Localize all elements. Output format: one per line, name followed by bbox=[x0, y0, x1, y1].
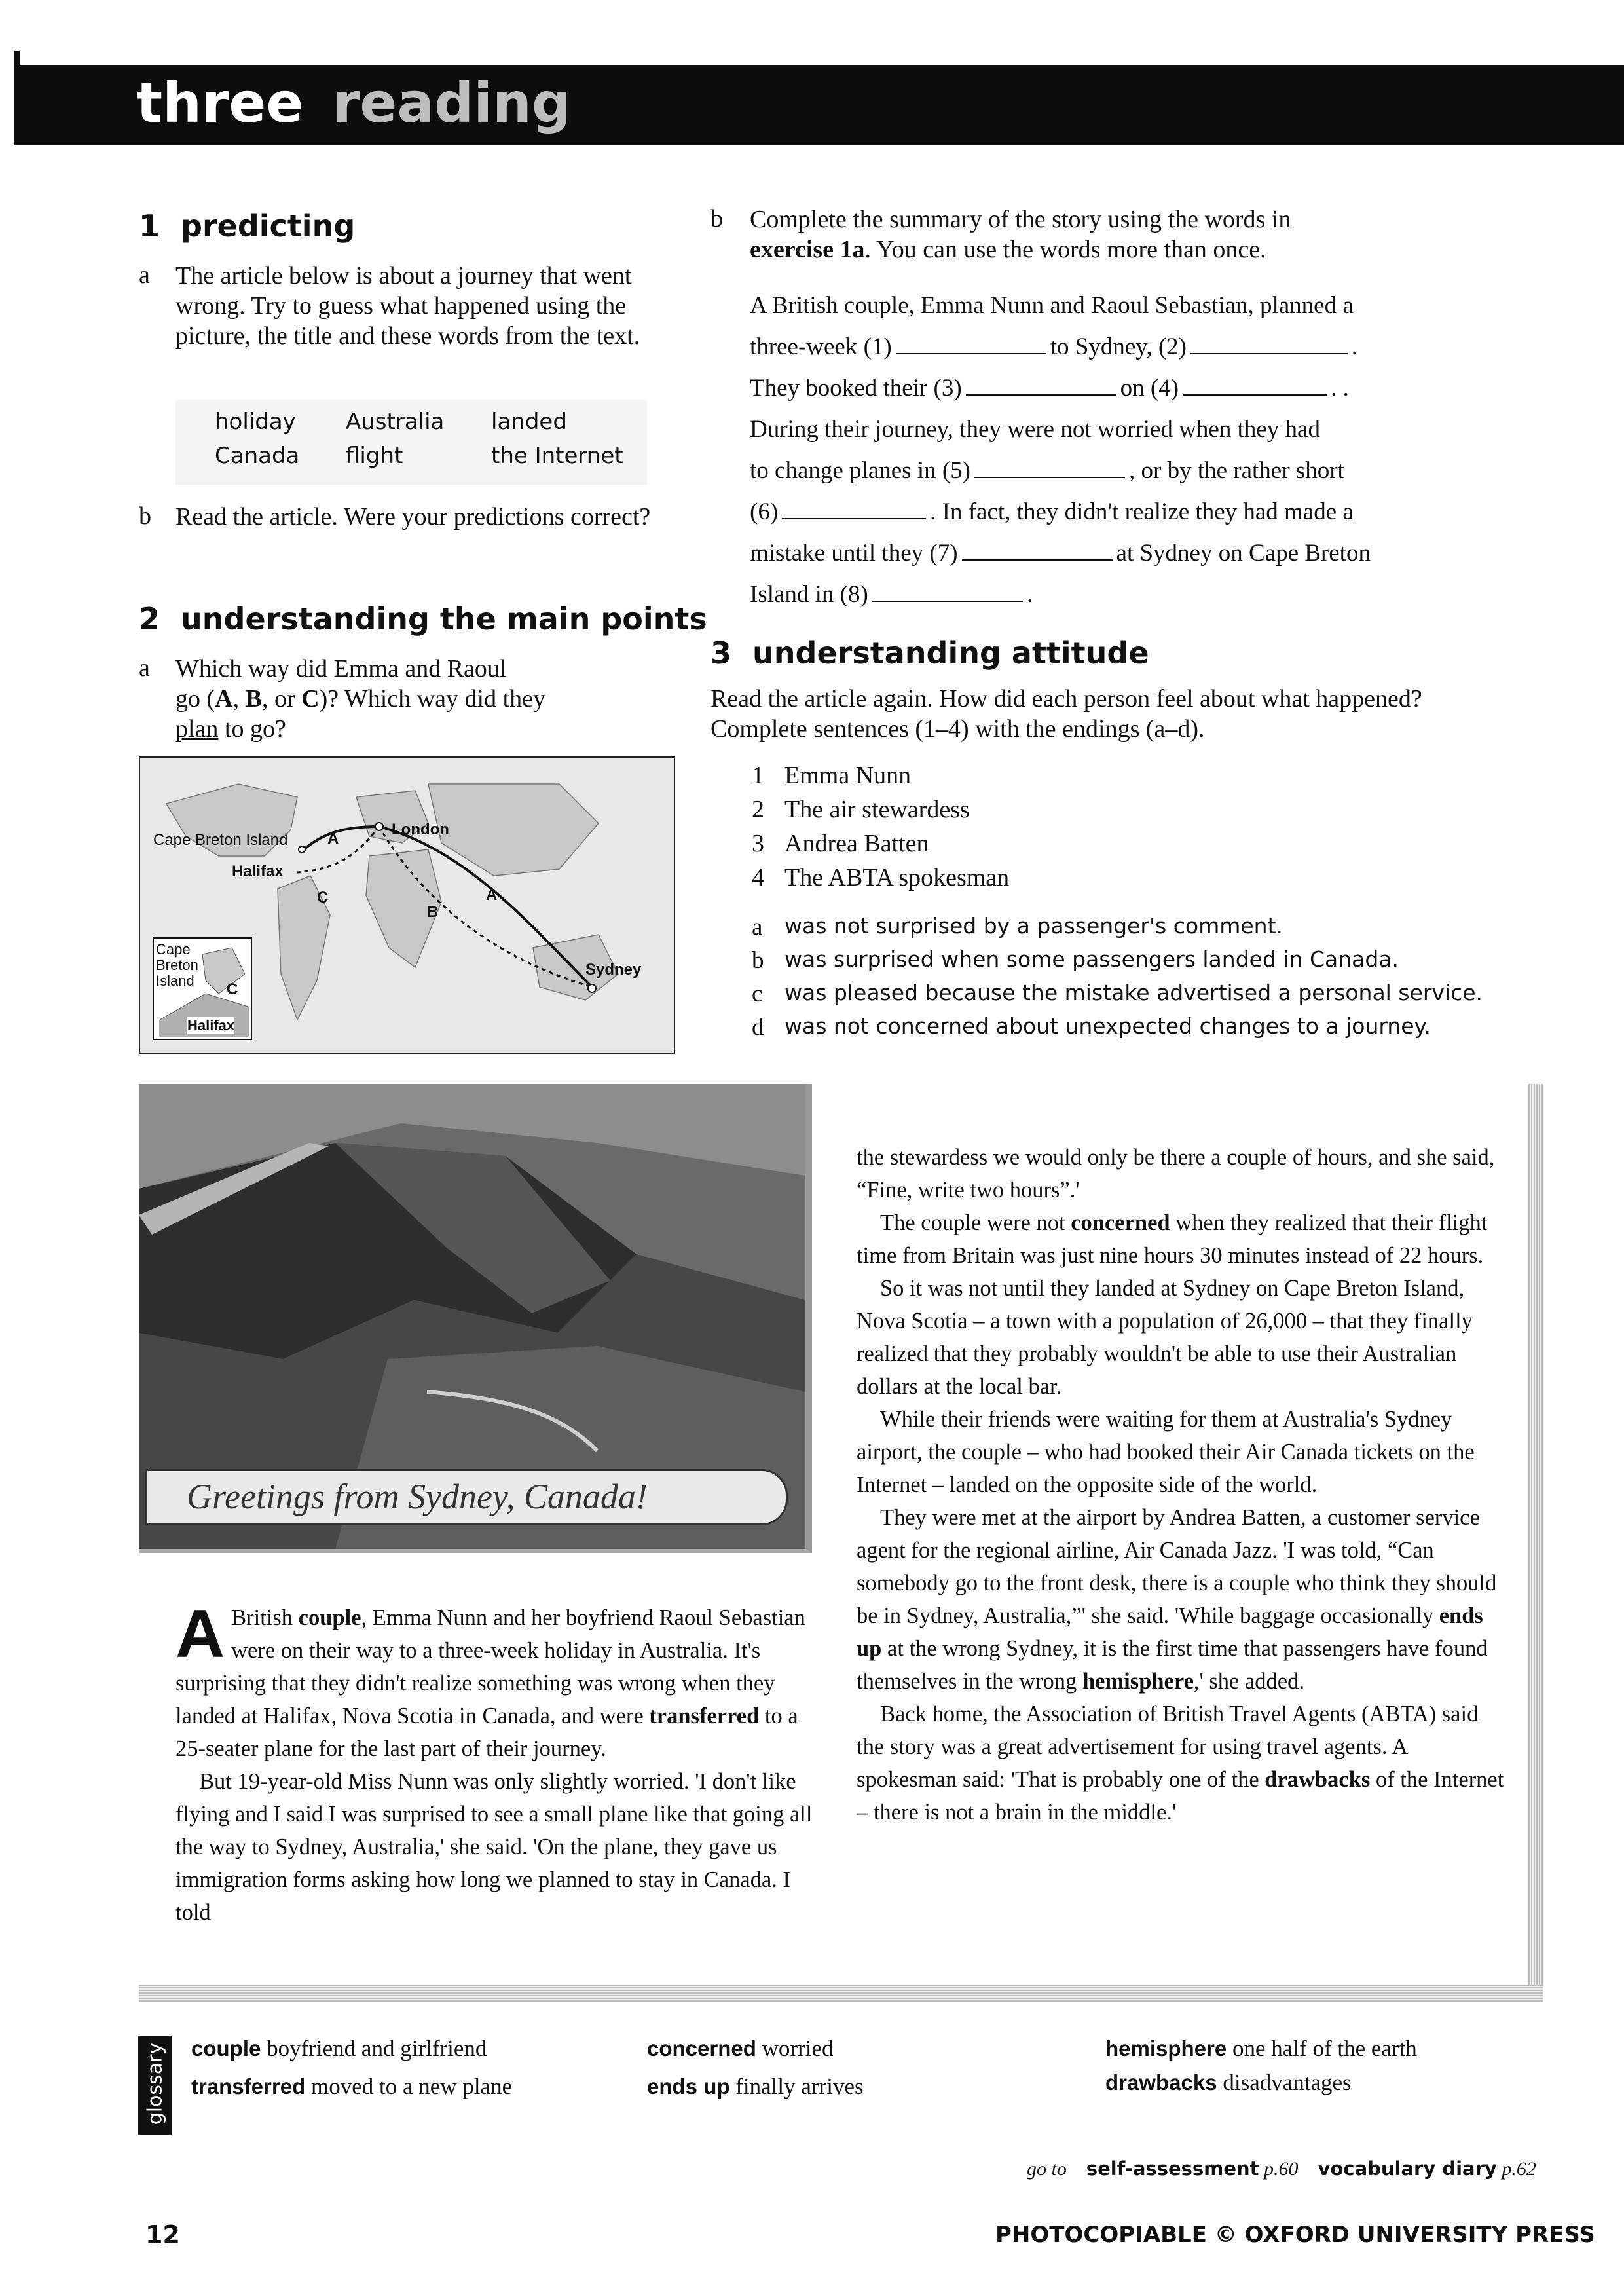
map-label-london: London bbox=[392, 821, 449, 838]
header-word-three: three bbox=[136, 71, 304, 135]
list-item: d was not concerned about unexpected changes to a journey. bbox=[752, 1013, 1431, 1041]
list-item: 4 The ABTA spokesman bbox=[752, 864, 1010, 891]
section-2-heading: 2 understanding the main points bbox=[139, 601, 707, 637]
blank-7[interactable] bbox=[962, 537, 1113, 561]
s2-a-text: Which way did Emma and Raoul go (A, B, or C)? Which way did they plan to go? bbox=[175, 655, 545, 743]
copyright-notice: PHOTOCOPIABLE © OXFORD UNIVERSITY PRESS bbox=[995, 2222, 1595, 2248]
list-item: c was pleased because the mistake advertised a personal service. bbox=[752, 980, 1483, 1007]
word: Canada bbox=[215, 443, 300, 469]
s1-b-letter: b bbox=[139, 502, 151, 530]
caption-banner bbox=[145, 1469, 788, 1525]
blank-3[interactable] bbox=[966, 372, 1116, 396]
map-route-a-2: A bbox=[486, 886, 498, 904]
list-item: a was not surprised by a passenger's comment. bbox=[752, 913, 1283, 941]
blank-1[interactable] bbox=[896, 331, 1046, 354]
s1b-letter: b bbox=[710, 205, 723, 233]
blank-5[interactable] bbox=[974, 455, 1125, 478]
people-list bbox=[752, 761, 1210, 897]
self-assessment-link[interactable]: self-assessment bbox=[1086, 2157, 1259, 2180]
section-3-heading: 3 understanding attitude bbox=[710, 635, 1149, 671]
word: landed bbox=[491, 409, 567, 435]
s2-a-letter: a bbox=[139, 654, 150, 682]
glossary-tab: glossary bbox=[138, 2036, 172, 2135]
word: the Internet bbox=[491, 443, 623, 469]
word: Australia bbox=[346, 409, 445, 435]
glossary-item: ends up finally arrives bbox=[647, 2074, 864, 2099]
section-1-heading: 1 predicting bbox=[139, 208, 356, 244]
go-to-line: go to self-assessment p.60 vocabulary diary p.62 bbox=[1027, 2157, 1536, 2180]
s1-a-letter: a bbox=[139, 261, 150, 289]
summary-text: A British couple, Emma Nunn and Raoul Sebastian, planned a three-week (1) to Sydney, (2) . They booked their (3) on (4) . . During their journey, they were not worried when they had to change planes in (5) , or by the rather short (6) . In fact, they didn't realize they had made a mistake until they (7) at Sydney on Cape Breton Island in (8) . bbox=[750, 292, 1371, 608]
s1-a-text: The article below is about a journey that went wrong. Try to guess what happened using the picture, the title and these words from the text. bbox=[175, 262, 640, 350]
blank-4[interactable] bbox=[1183, 372, 1327, 396]
article-shadow-right bbox=[1528, 1084, 1543, 1998]
list-item: 1 Emma Nunn bbox=[752, 762, 912, 789]
inset-route-c: C bbox=[227, 980, 238, 998]
endings-list bbox=[752, 913, 1505, 1047]
word: flight bbox=[346, 443, 403, 469]
glossary-item: couple boyfriend and girlfriend bbox=[191, 2036, 487, 2061]
list-item: b was surprised when some passengers landed in Canada. bbox=[752, 946, 1399, 974]
inset-label-halifax: Halifax bbox=[187, 1017, 235, 1034]
header-bar bbox=[14, 65, 1624, 145]
s3-intro: Read the article again. How did each person feel about what happened? Complete sentences (1–4) with the endings (a–d). bbox=[710, 685, 1422, 743]
photo-caption: Greetings from Sydney, Canada! bbox=[187, 1477, 648, 1516]
glossary-item: hemisphere one half of the earth bbox=[1105, 2036, 1417, 2061]
article-left-column: A British couple, Emma Nunn and her boyfriend Raoul Sebastian were on their way to a three-week holiday in Australia. It's surprising that they didn't realize something was wrong when they landed at Halifax, Nova Scotia in Canada, and were transferred to a 25-seater plane for the last part of their journey. But 19-year-old Miss Nunn was only slightly worried. 'I don't like flying and I said I was surprised to see a small plane like that going all the way to Sydney, Australia,' she said. 'On the plane, they gave us immigration forms asking how long we planned to stay in Canada. I told bbox=[175, 1596, 813, 1925]
blank-2[interactable] bbox=[1190, 331, 1348, 354]
glossary-item: drawbacks disadvantages bbox=[1105, 2070, 1352, 2095]
inset-label-island: Island bbox=[156, 973, 194, 989]
s1b-text: Complete the summary of the story using the words in exercise 1a. You can use the words more than once. bbox=[750, 206, 1291, 263]
list-item: 3 Andrea Batten bbox=[752, 830, 929, 857]
article-photo bbox=[139, 1084, 812, 1553]
vocabulary-diary-link[interactable]: vocabulary diary bbox=[1318, 2157, 1497, 2180]
glossary-item: transferred moved to a new plane bbox=[191, 2074, 513, 2099]
world-map bbox=[139, 756, 675, 1054]
map-label-sydney: Sydney bbox=[585, 961, 642, 979]
map-route-b: B bbox=[427, 903, 439, 921]
word-box bbox=[175, 400, 647, 485]
blank-6[interactable] bbox=[782, 496, 926, 519]
dropcap: A bbox=[175, 1596, 225, 1672]
map-label-halifax: Halifax bbox=[232, 863, 284, 880]
glossary-item: concerned worried bbox=[647, 2036, 834, 2061]
inset-label-breton: Breton bbox=[156, 957, 198, 973]
word: holiday bbox=[215, 409, 296, 435]
map-route-a: A bbox=[327, 830, 339, 848]
s1-b-text: Read the article. Were your predictions correct? bbox=[175, 503, 651, 531]
article-right-column: the stewardess we would only be there a couple of hours, and she said, “Fine, write two hours”.' The couple were not concerned when they realized that their flight time from Britain was just nine hours 30 minutes instead of 22 hours. So it was not until they landed at Sydney on Cape Breton Island, Nova Scotia – a town with a population of 26,000 – that they finally realized that they probably wouldn't be able to use their Australian dollars at the local bar. While their friends were waiting for them at Australia's Sydney airport, the couple – who had booked their Air Canada tickets on the Internet – landed on the opposite side of the world. They were met at the airport by Andrea Batten, a customer service agent for the regional airline, Air Canada Jazz. 'I was told, “Can somebody go to the front desk, there is a couple who think they should be in Sydney, Australia,”' she said. 'While baggage occasionally ends up at the wrong Sydney, it is the first time that passengers have found themselves in the wrong hemisphere,' she added. Back home, the Association of British Travel Agents (ABTA) said the story was a great advertisement for using travel agents. A spokesman said: 'That is probably one of the drawbacks of the Internet – there is not a brain in the middle.' bbox=[857, 1145, 1504, 1825]
list-item: 2 The air stewardess bbox=[752, 796, 970, 823]
article-shadow-bottom bbox=[139, 1985, 1543, 2002]
map-route-c: C bbox=[317, 889, 329, 906]
map-label-cape-breton: Cape Breton Island bbox=[153, 831, 288, 849]
header-word-reading: reading bbox=[333, 71, 571, 135]
blank-8[interactable] bbox=[872, 578, 1023, 602]
inset-label-cape: Cape bbox=[156, 941, 191, 958]
page-number: 12 bbox=[145, 2220, 180, 2249]
